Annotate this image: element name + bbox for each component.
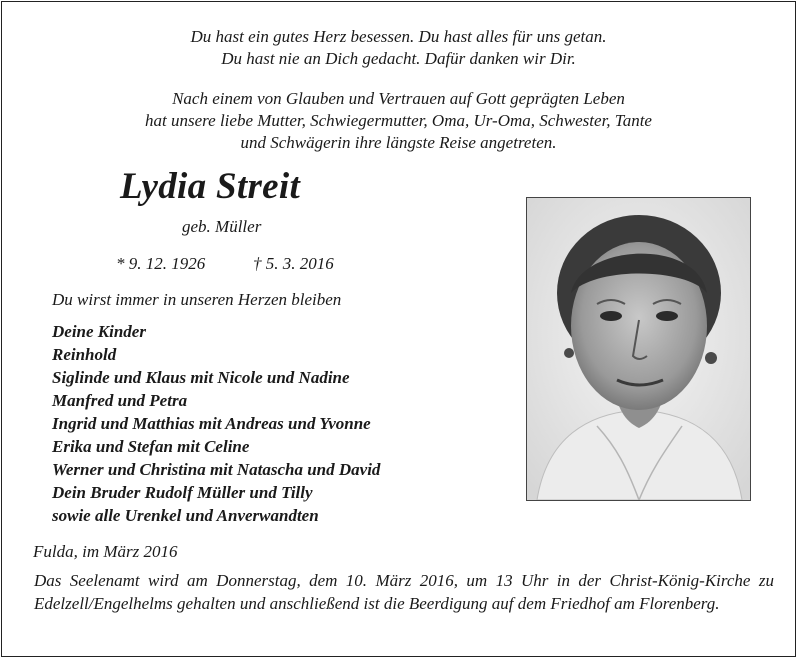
obituary-notice — [1, 1, 796, 657]
intro-text — [2, 88, 795, 154]
verse-line-1: Du hast ein gutes Herz besessen. Du hast alles für uns getan. — [190, 27, 607, 46]
mourner-line: Dein Bruder Rudolf Müller und Tilly — [52, 483, 313, 502]
mourner-line: Manfred und Petra — [52, 391, 188, 410]
mourner-line: sowie alle Urenkel und Anverwandten — [52, 506, 319, 525]
verse-line-2: Du hast nie an Dich gedacht. Dafür danken wir Dir. — [221, 49, 576, 68]
maiden-name: geb. Müller — [182, 217, 262, 236]
mourners-list — [52, 320, 380, 527]
mourner-line: Werner und Christina mit Natascha und David — [52, 460, 381, 479]
mourner-line: Siglinde und Klaus mit Nicole und Nadine — [52, 368, 350, 387]
service-announcement: Das Seelenamt wird am Donnerstag, dem 10. März 2016, um 13 Uhr in der Christ-König-Kirche zu Edelzell/Engelhelms gehalten und anschließend ist die Beerdigung auf dem Friedhof am Florenberg. — [34, 571, 774, 613]
mourner-line: Erika und Stefan mit Celine — [52, 437, 250, 456]
portrait-photo-icon — [527, 198, 750, 500]
intro-line-2: hat unsere liebe Mutter, Schwiegermutter, Oma, Ur-Oma, Schwester, Tante — [145, 111, 652, 130]
verse — [2, 26, 795, 70]
deceased-name: Lydia Streit — [120, 166, 301, 207]
portrait-photo — [526, 197, 751, 501]
intro-line-3: und Schwägerin ihre längste Reise angetreten. — [240, 133, 557, 152]
birth-date: * 9. 12. 1926 — [116, 254, 206, 273]
mourner-line: Ingrid und Matthias mit Andreas und Yvonne — [52, 414, 371, 433]
place-and-date: Fulda, im März 2016 — [33, 542, 178, 561]
mourner-line: Reinhold — [52, 345, 117, 364]
intro-line-1: Nach einem von Glauben und Vertrauen auf Gott geprägten Leben — [172, 89, 625, 108]
death-date: † 5. 3. 2016 — [253, 254, 334, 273]
motto: Du wirst immer in unseren Herzen bleiben — [52, 290, 342, 309]
mourner-line: Deine Kinder — [52, 322, 146, 341]
